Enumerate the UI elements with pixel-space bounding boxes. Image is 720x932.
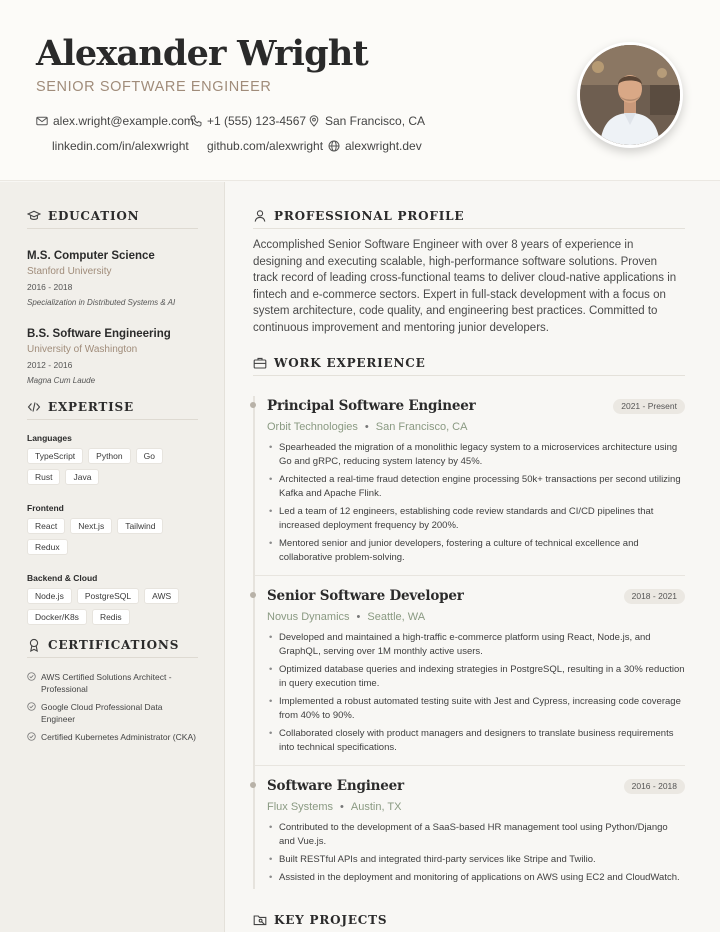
skill-tag: Docker/K8s [27, 609, 87, 625]
experience-heading [253, 356, 685, 376]
skill-group-languages [27, 432, 198, 490]
skill-group-title: Backend & Cloud [27, 573, 98, 583]
check-circle-icon [27, 732, 36, 741]
profile-heading [253, 209, 685, 229]
job-bullet: • Collaborated closely with product managers and designers to translate business requirements into technical specifications. [267, 727, 685, 755]
contact-website[interactable] [310, 139, 422, 153]
award-icon [27, 638, 41, 652]
job-bullet: • Assisted in the deployment and monitoring of applications on AWS using EC2 and CloudWatch. [267, 871, 685, 885]
job-bullets [267, 631, 685, 755]
degree: M.S. Computer Science [27, 250, 155, 262]
skill-tag: Rust [27, 469, 60, 485]
job-bullet: • Architected a real-time fraud detection engine processing 50k+ transactions per second utilizing Kafka and Apache Flink. [267, 473, 685, 501]
certification-text: AWS Certified Solutions Architect - Professional [41, 672, 172, 694]
skill-tag: Redux [27, 539, 68, 555]
job-company-line [267, 799, 685, 815]
code-icon [27, 400, 41, 414]
job-entry [255, 396, 685, 565]
skill-group-backend [27, 572, 198, 630]
years: 2016 - 2018 [27, 282, 73, 292]
job-header [267, 776, 685, 796]
job-divider [255, 575, 685, 576]
contact-email[interactable] [36, 114, 194, 128]
map-pin-icon [308, 115, 320, 127]
skill-tags [27, 588, 198, 630]
section-title: PROFESSIONAL PROFILE [274, 208, 465, 223]
school: Stanford University [27, 266, 112, 277]
separator-dot: • [340, 801, 344, 813]
job-bullet: • Developed and maintained a high-traffic e-commerce platform using React, Node.js, and GraphQL, serving over 1M monthly active users. [267, 631, 685, 659]
contact-github[interactable] [190, 139, 324, 153]
job-bullets [267, 441, 685, 565]
certification-text: Certified Kubernetes Administrator (CKA) [41, 732, 196, 742]
candidate-name: Alexander Wright [36, 33, 368, 74]
globe-icon [328, 140, 340, 152]
skill-tag: Go [136, 448, 163, 464]
expertise-heading [27, 400, 198, 420]
education-section [27, 209, 198, 387]
expertise-section [27, 400, 198, 630]
company-name: Flux Systems [267, 801, 334, 813]
skill-tag: TypeScript [27, 448, 83, 464]
skill-tag: Redis [92, 609, 130, 625]
sidebar [0, 182, 225, 932]
github-link[interactable]: github.com/alexwright [207, 139, 324, 153]
section-title: CERTIFICATIONS [48, 637, 180, 652]
section-title: EXPERTISE [48, 399, 134, 414]
skill-group-frontend [27, 502, 198, 560]
briefcase-icon [253, 356, 267, 370]
job-bullet: • Built RESTful APIs and integrated third-party services like Stripe and Twilio. [267, 853, 685, 867]
candidate-title: SENIOR SOFTWARE ENGINEER [36, 79, 272, 95]
projects-heading-wrap [253, 913, 685, 932]
skill-tag: React [27, 518, 65, 534]
certification-list [27, 671, 198, 743]
check-circle-icon [27, 672, 36, 681]
certification-item [27, 671, 198, 695]
education-note: Magna Cum Laude [27, 376, 96, 385]
section-title: KEY PROJECTS [274, 913, 388, 927]
years: 2012 - 2016 [27, 360, 73, 370]
job-dates-badge: 2018 - 2021 [624, 589, 685, 604]
skill-tag: Java [65, 469, 99, 485]
check-circle-icon [27, 702, 36, 711]
phone-text: +1 (555) 123-4567 [207, 114, 307, 128]
skill-group-title: Frontend [27, 503, 64, 513]
certification-item [27, 731, 198, 743]
website-link[interactable]: alexwright.dev [345, 139, 422, 153]
contact-phone[interactable] [190, 114, 308, 128]
contact-location [308, 114, 425, 128]
education-item [27, 249, 198, 309]
timeline-dot [250, 592, 256, 598]
resume-header [0, 0, 720, 181]
job-entry [255, 776, 685, 885]
job-bullet: • Implemented a robust automated testing suite with Jest and Cypress, increasing code coverage from 40% to 90%. [267, 695, 685, 723]
job-bullet: • Contributed to the development of a SaaS-based HR management tool using Python/Django and Vue.js. [267, 821, 685, 849]
skill-tag: Node.js [27, 588, 72, 604]
timeline-dot [250, 782, 256, 788]
separator-dot: • [364, 421, 369, 433]
avatar [577, 42, 683, 148]
skill-tags [27, 448, 198, 490]
degree: B.S. Software Engineering [27, 328, 171, 340]
linkedin-link[interactable]: linkedin.com/in/alexwright [52, 139, 189, 153]
contact-row [36, 137, 556, 155]
job-title: Principal Software Engineer [267, 398, 476, 414]
skill-tag: Python [88, 448, 130, 464]
skill-group-title: Languages [27, 433, 72, 443]
company-name: Novus Dynamics [267, 611, 350, 623]
graduation-cap-icon [27, 209, 41, 223]
job-title: Senior Software Developer [267, 588, 464, 604]
education-note: Specialization in Distributed Systems & AI [27, 298, 176, 307]
job-dates-badge: 2021 - Present [613, 399, 685, 414]
skill-tag: Tailwind [117, 518, 163, 534]
projects-heading [253, 913, 685, 932]
job-bullet: • Optimized database queries and indexing strategies in PostgreSQL, resulting in a 30% reduction in query execution time. [267, 663, 685, 691]
profile-photo [580, 45, 680, 145]
contact-linkedin[interactable] [36, 139, 190, 153]
location-text: San Francisco, CA [325, 114, 426, 128]
school: University of Washington [27, 344, 138, 355]
section-title: WORK EXPERIENCE [274, 355, 426, 370]
experience-heading-wrap [253, 356, 685, 376]
job-dates-badge: 2016 - 2018 [624, 779, 685, 794]
separator-dot: • [356, 611, 361, 623]
skill-tag: Next.js [70, 518, 112, 534]
certifications-heading [27, 638, 198, 658]
job-bullet: • Led a team of 12 engineers, establishing code review standards and CI/CD pipelines that increased deployment frequency by 200%. [267, 505, 685, 533]
user-icon [253, 209, 267, 223]
job-bullets [267, 821, 685, 885]
contact-row [36, 112, 556, 130]
certifications-section [27, 638, 198, 749]
certification-item [27, 701, 198, 725]
job-bullet: • Mentored senior and junior developers, fostering a culture of technical excellence and collaborative problem-solving. [267, 537, 685, 565]
certification-text: Google Cloud Professional Data Engineer [41, 702, 163, 724]
job-location: Austin, TX [350, 801, 402, 813]
job-header [267, 586, 685, 606]
job-location: Seattle, WA [367, 611, 426, 623]
skill-tags [27, 518, 198, 560]
profile-section [253, 209, 685, 337]
job-location: San Francisco, CA [375, 421, 468, 433]
job-divider [255, 765, 685, 766]
job-company-line [267, 609, 685, 625]
section-title: EDUCATION [48, 208, 140, 223]
skill-tag: PostgreSQL [77, 588, 139, 604]
job-bullet: • Spearheaded the migration of a monolithic legacy system to a microservices architecture using Go and gRPC, reducing system latency by 45%. [267, 441, 685, 469]
job-title: Software Engineer [267, 778, 404, 794]
company-name: Orbit Technologies [267, 421, 358, 433]
mail-icon [36, 115, 48, 127]
contact-info [36, 112, 556, 162]
experience-timeline [253, 396, 685, 889]
job-company-line [267, 419, 685, 435]
email-text: alex.wright@example.com [53, 114, 194, 128]
phone-icon [190, 115, 202, 127]
education-item [27, 327, 198, 387]
skill-tag: AWS [144, 588, 179, 604]
timeline-dot [250, 402, 256, 408]
job-entry [255, 586, 685, 755]
education-heading [27, 209, 198, 229]
job-header [267, 396, 685, 416]
folder-icon [253, 913, 267, 927]
profile-summary: Accomplished Senior Software Engineer with over 8 years of experience in designing and executing scalable, high-performance software solutions. Proven track record of leading cross-functional teams to deliver cloud-native applications in fintech and e-commerce sectors. Expert in full-stack development with a focus on system architecture, code quality, and engineering best practices. Committed to continuous improvement and mentoring junior developers. [253, 239, 677, 334]
